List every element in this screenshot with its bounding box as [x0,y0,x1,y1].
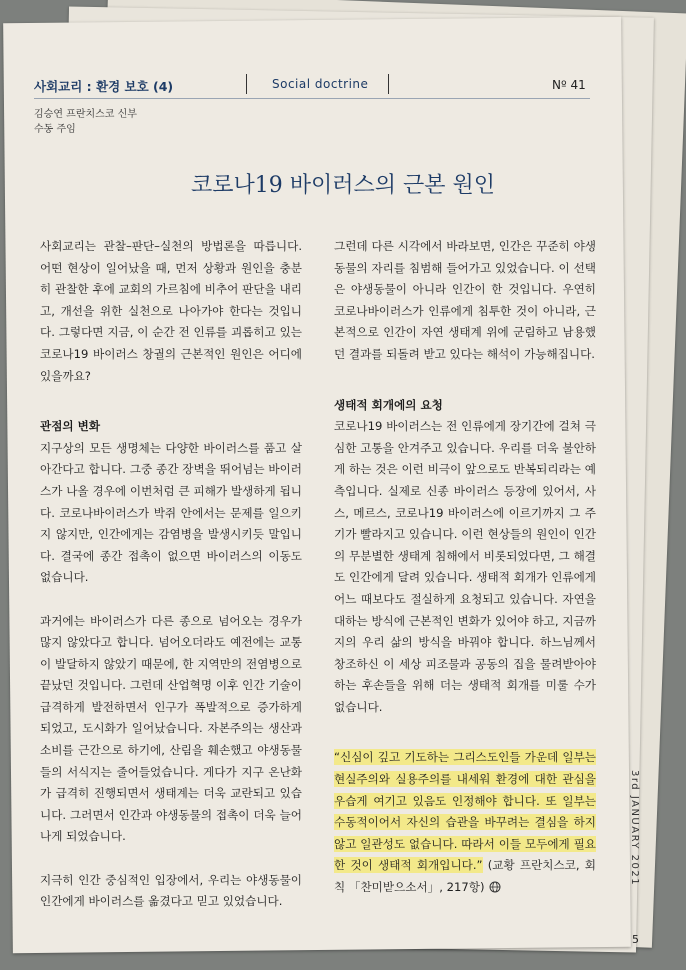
left-column [40,236,302,913]
issue-number: Nº 41 [552,78,586,92]
highlighted-quote: “신심이 깊고 기도하는 그리스도인들 가운데 일부는 현실주의와 실용주의를 내세워 환경에 대한 관심을 우습게 여기고 있음도 인정해야 합니다. 또 일부는 수동적이어서 자신의 습관을 바꾸려는 결심을 하지 않고 일관성도 없습니다. 따라서 이들 모두에게 필요한 것이 생태적 회개입니다.” [334,750,596,873]
author-name: 김승연 프란치스코 신부 [34,109,137,120]
header-rule [34,98,590,99]
author-block [34,107,137,137]
intro-paragraph: 사회교리는 관찰–판단–실천의 방법론을 따릅니다. 어떤 현상이 일어났을 때, 먼저 상황과 원인을 충분히 관찰한 후에 교회의 가르침에 비추어 판단을 내리고, 개선을 위한 실천으로 나아가야 한다는 것입니다. 그렇다면 지금, 이 순간 전 인류를 괴롭히고 있는 코로나19 바이러스 창궐의 근본적인 원인은 어디에 있을까요? [40,239,302,383]
section-label: Social doctrine [272,77,369,91]
series-title: 사회교리 : 환경 보호 (4) [34,79,174,94]
header-divider [388,74,389,94]
body-paragraph: 지구상의 모든 생명체는 다양한 바이러스를 품고 살아간다고 합니다. 그중 종간 장벽을 뛰어넘는 바이러스가 나올 경우에 이번처럼 큰 피해가 발생하게 됩니다. 코로나바이러스가 박쥐 안에서는 문제를 일으키지 않지만, 인간에게는 감염병을 발생시키듯 말입니다. 결국에 종간 접촉이 없으면 바이러스의 이동도 없습니다. [40,440,302,585]
right-column [334,236,596,899]
body-paragraph: 지극히 인간 중심적인 입장에서, 우리는 야생동물이 인간에게 바이러스를 옮겼다고 믿고 있었습니다. [40,872,302,909]
body-paragraph: 과거에는 바이러스가 다른 종으로 넘어오는 경우가 많지 않았다고 합니다. 넘어오더라도 예전에는 교통이 발달하지 않았기 때문에, 한 지역만의 전염병으로 끝났던 것입니다. 그런데 산업혁명 이후 인간 기술이 급격하게 발전하면서 인구가 폭발적으로 증가하게 되었고, 도시화가 일어났습니다. 자본주의는 생산과 소비를 근간으로 하기에, 산림을 훼손했고 야생동물들의 서식지는 줄어들었습니다. 게다가 지구 온난화가 급격히 진행되면서 생태계는 더욱 교란되고 있습니다. 그러면서 인간과 야생동물의 접촉이 더욱 늘어나게 되었습니다. [40,613,302,844]
article-title: 코로나19 바이러스의 근본 원인 [191,173,495,198]
issue-date: 3rd JANUARY 2021 [629,770,640,887]
quote-source: (교황 프란치스코, 회칙 「찬미받으소서」, 217항) [334,858,596,895]
page-number: 5 [632,933,639,946]
globe-icon [489,881,501,893]
author-role: 수동 주임 [34,124,76,135]
body-paragraph: 그런데 다른 시각에서 바라보면, 인간은 꾸준히 야생동물의 자리를 침범해 들어가고 있었습니다. 이 선택은 야생동물이 아니라 인간이 한 것입니다. 우연히 코로나바이러스가 인류에게 침투한 것이 아니라, 근본적으로 인간이 자연 생태계 위에 군림하고 남용했던 결과를 되돌려 받고 있다는 해석이 가능해집니다. [334,239,596,361]
header-divider [246,74,247,94]
section-heading: 생태적 회개에의 요청 [334,397,443,412]
body-paragraph: 코로나19 바이러스는 전 인류에게 장기간에 걸쳐 극심한 고통을 안겨주고 있습니다. 우리를 더욱 불안하게 하는 것은 이런 비극이 앞으로도 반복되리라는 예측입니다. 실제로 신종 바이러스 등장에 있어서, 사스, 메르스, 코로나19 바이러스에 이르기까지 그 주기가 빨라지고 있습니다. 이런 현상들의 원인이 인간의 무분별한 생태계 침해에서 비롯되었다면, 그 해결도 인간에게 달려 있습니다. 생태적 회개가 인류에게 어느 때보다도 절실하게 요청되고 있습니다. 자연을 대하는 방식에 근본적인 변화가 있어야 하고, 지금까지의 우리 삶의 방식을 바꿔야 합니다. 하느님께서 창조하신 이 세상 피조물과 공동의 집을 물려받아야 하는 후손들을 위해 더는 생태적 회개를 미룰 수가 없습니다. [334,419,596,714]
quote-paragraph [334,747,596,898]
section-heading: 관점의 변화 [40,419,101,434]
